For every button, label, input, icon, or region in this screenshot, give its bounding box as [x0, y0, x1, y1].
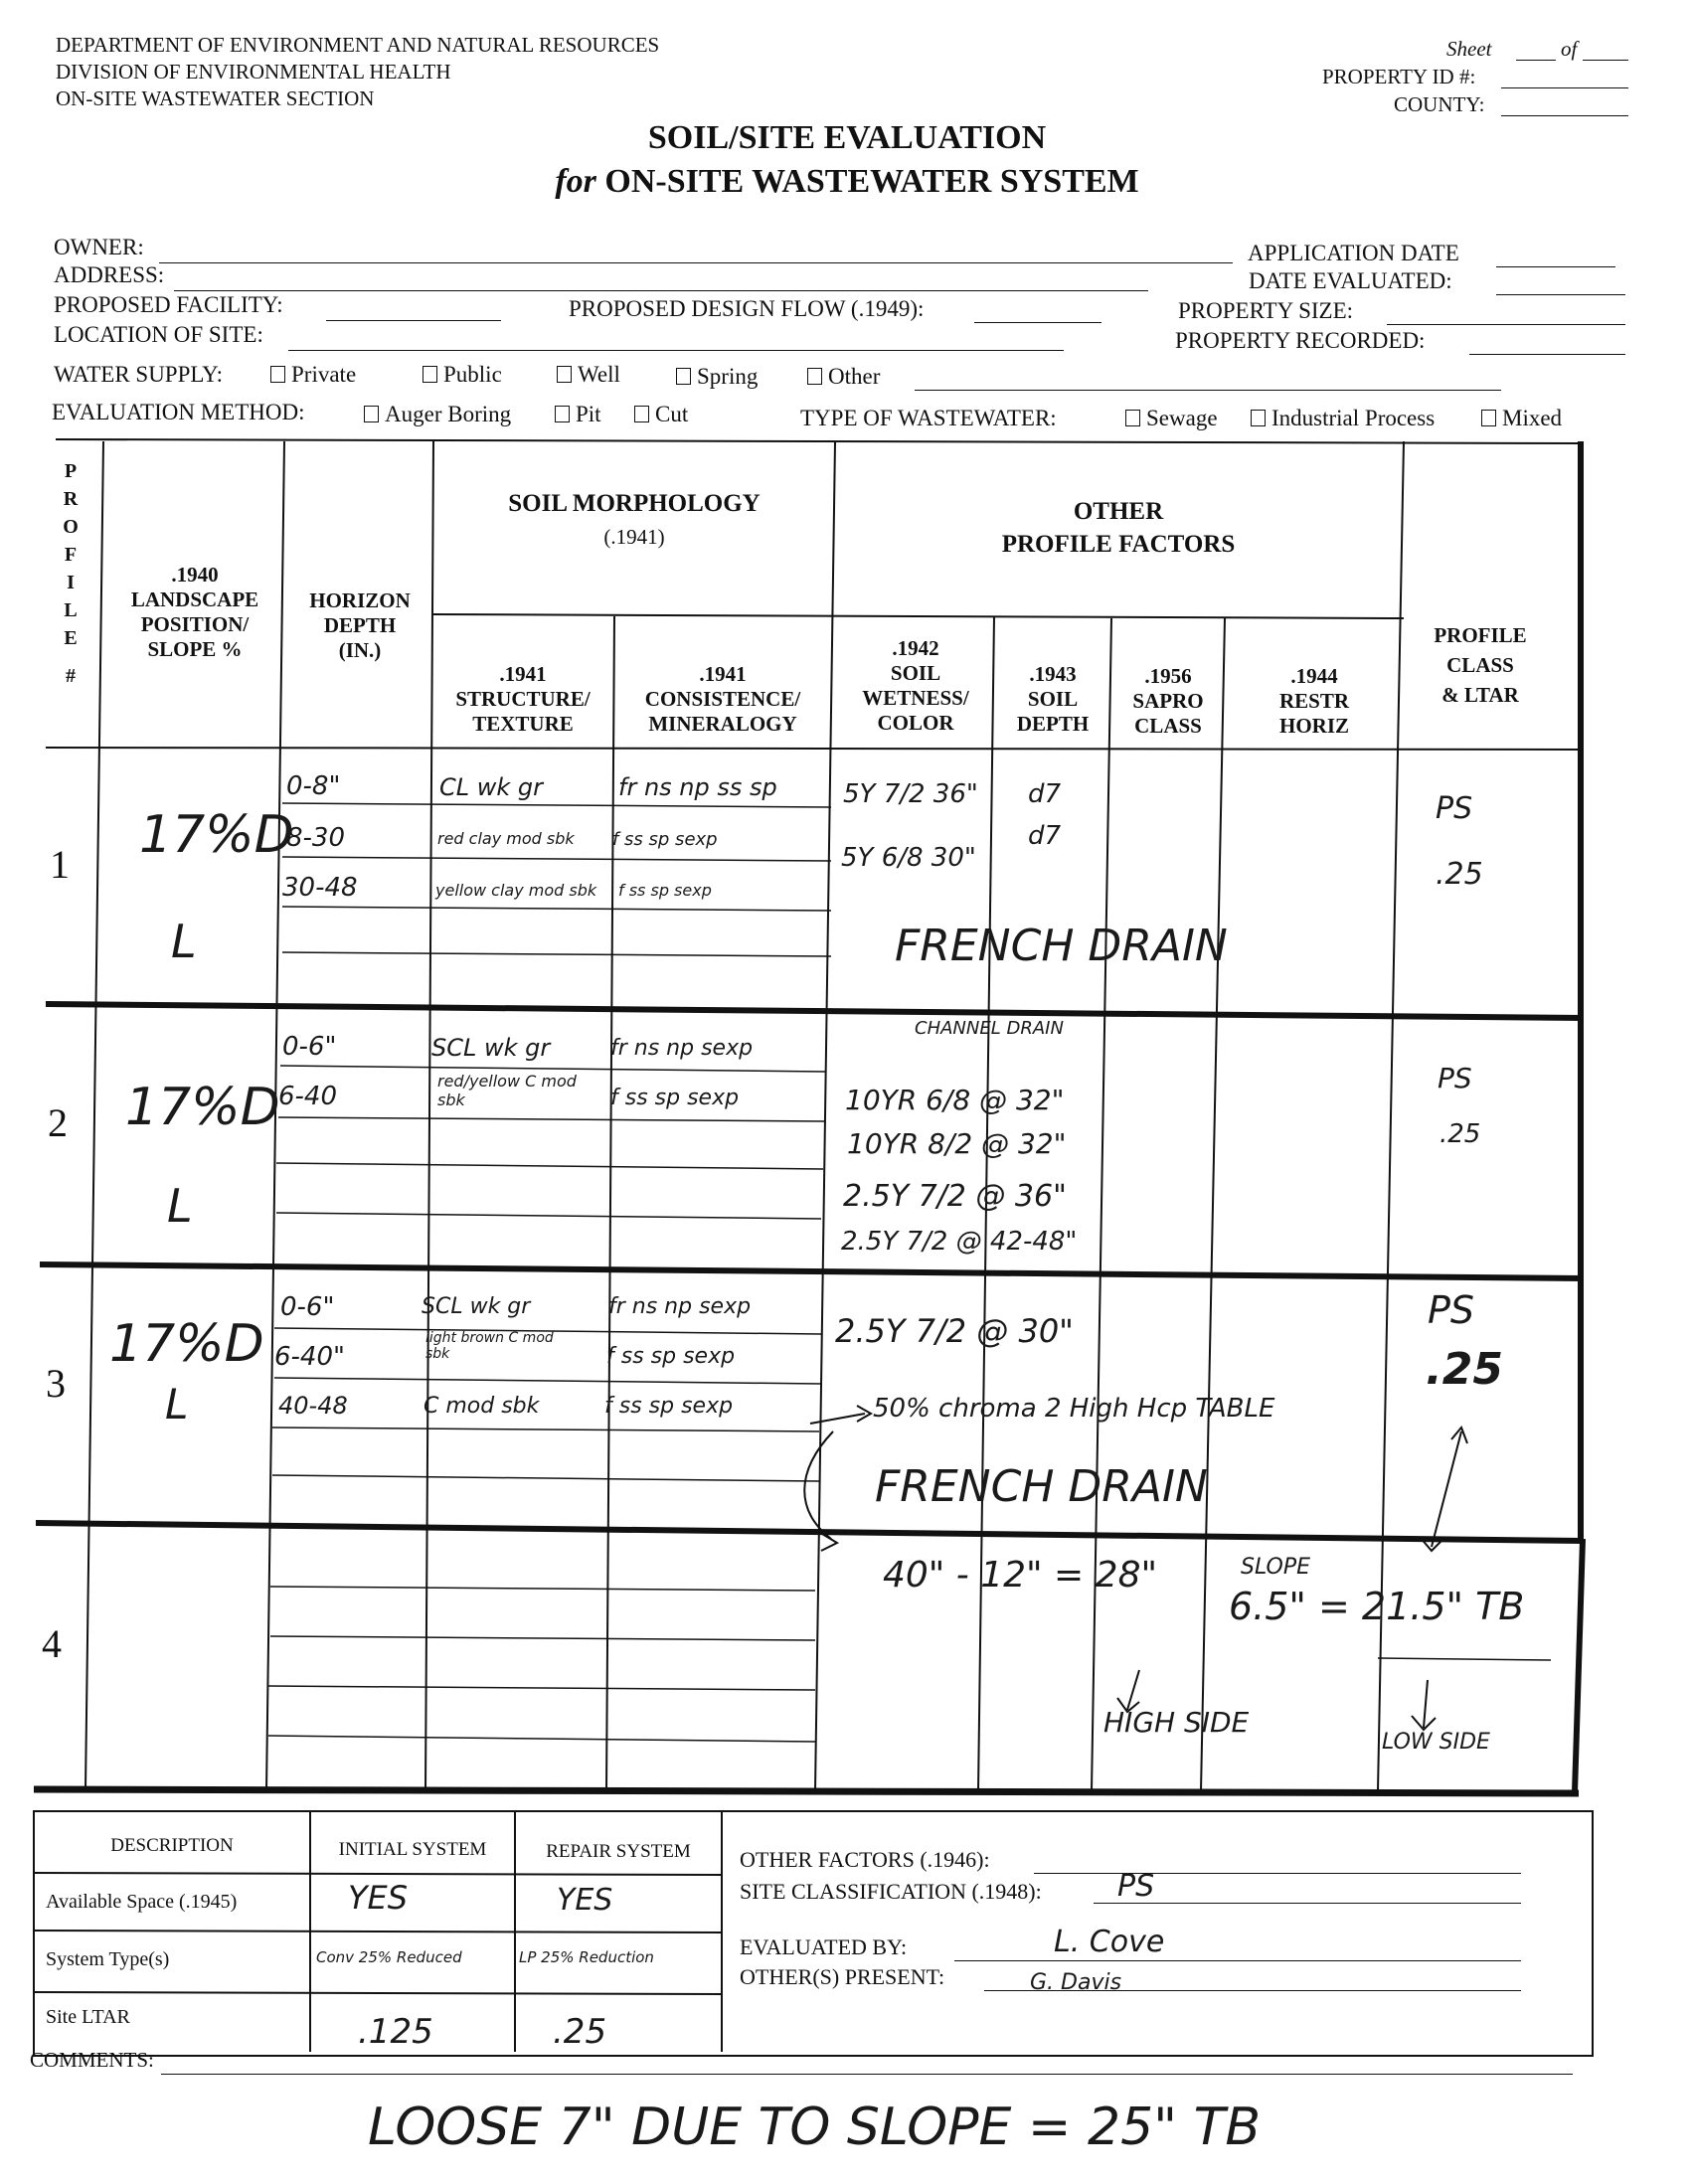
p3-consistence-2: f ss sp sexp: [606, 1344, 736, 1369]
owner-label: OWNER:: [54, 235, 144, 259]
property-recorded-label: PROPERTY RECORDED:: [1175, 328, 1426, 353]
others-present-label: OTHER(S) PRESENT:: [740, 1964, 945, 1989]
sapro-header: .1956 SAPRO CLASS: [1132, 664, 1204, 738]
p3-ltar: .25: [1426, 1344, 1503, 1395]
consistence-header: .1941 CONSISTENCE/ MINERALOGY: [644, 662, 801, 736]
p3-class: PS: [1428, 1288, 1475, 1332]
p4-slope-label: SLOPE: [1241, 1555, 1311, 1580]
p2-consistence-1: fr ns np sexp: [610, 1036, 754, 1061]
division-name: DIVISION OF ENVIRONMENTAL HEALTH: [56, 60, 451, 84]
p1-depth-2: 8-30: [286, 823, 346, 853]
section-name: ON-SITE WASTEWATER SECTION: [56, 86, 375, 110]
property-size-label: PROPERTY SIZE:: [1178, 298, 1354, 323]
p2-structure-2: red/yellow C mod sbk: [437, 1072, 577, 1109]
profile-class-header: PROFILE CLASS & LTAR: [1434, 623, 1527, 707]
comments-label: COMMENTS:: [30, 2048, 154, 2072]
p2-depth-1: 0-6": [282, 1032, 337, 1062]
p2-depth-2: 6-40: [278, 1082, 338, 1111]
p2-landscape: 17%D: [125, 1078, 280, 1137]
description-header: DESCRIPTION: [110, 1835, 234, 1856]
ws-other-checkbox[interactable]: Other: [807, 364, 880, 390]
p2-wetness-3: 2.5Y 7/2 @ 36": [843, 1179, 1067, 1214]
em-pit-checkbox[interactable]: Pit: [555, 402, 601, 427]
soil-morphology-code: (.1941): [603, 525, 665, 549]
property-id-label: PROPERTY ID #:: [1322, 65, 1476, 88]
form-subtitle: for ON-SITE WASTEWATER SYSTEM: [555, 163, 1139, 200]
system-type-initial: Conv 25% Reduced: [316, 1948, 462, 1966]
available-space-label: Available Space (.1945): [46, 1891, 238, 1913]
p3-note: 50% chroma 2 High Hcp TABLE: [873, 1394, 1275, 1424]
soil-depth-header: .1943 SOIL DEPTH: [1016, 662, 1090, 736]
p1-landscape-pos: L: [171, 915, 197, 968]
location-label: LOCATION OF SITE:: [54, 322, 263, 347]
site-ltar-label: Site LTAR: [46, 2006, 130, 2028]
p4-calc: 40" - 12" = 28": [883, 1555, 1158, 1596]
initial-system-header: INITIAL SYSTEM: [338, 1839, 487, 1860]
profile-3-number: 3: [46, 1361, 66, 1406]
p2-landscape-pos: L: [167, 1179, 193, 1233]
water-supply-label: WATER SUPPLY:: [54, 362, 224, 387]
address-label: ADDRESS:: [54, 262, 165, 287]
other-factors-field[interactable]: [1034, 1873, 1521, 1874]
p2-wetness-4: 2.5Y 7/2 @ 42-48": [841, 1227, 1078, 1257]
profile-2-number: 2: [48, 1100, 68, 1145]
p1-soil-depth-2: d7: [1028, 821, 1062, 851]
p3-landscape: 17%D: [109, 1314, 264, 1374]
site-ltar-repair: .25: [553, 2012, 607, 2052]
p1-wetness-1: 5Y 7/2 36": [843, 779, 978, 809]
p1-ltar: .25: [1436, 857, 1483, 892]
p4-slope-calc: 6.5" = 21.5" TB: [1229, 1585, 1525, 1628]
p1-wetness-2: 5Y 6/8 30": [841, 843, 976, 873]
site-classification-value: PS: [1117, 1869, 1155, 1904]
p4-high-side: HIGH SIDE: [1103, 1706, 1250, 1739]
evaluated-by-value: L. Cove: [1054, 1925, 1165, 1959]
others-present-value: G. Davis: [1030, 1970, 1122, 1995]
p3-structure-2: light brown C mod sbk: [425, 1330, 554, 1362]
p2-structure-1: SCL wk gr: [431, 1034, 551, 1062]
evaluated-by-field[interactable]: [954, 1960, 1521, 1961]
structure-header: .1941 STRUCTURE/ TEXTURE: [455, 662, 591, 736]
p3-structure-3: C mod sbk: [424, 1394, 540, 1419]
wetness-header: .1942 SOIL WETNESS/ COLOR: [862, 636, 969, 735]
p2-consistence-2: f ss sp sexp: [610, 1086, 740, 1110]
p1-structure-2: red clay mod sbk: [437, 829, 575, 848]
profile-number-header: P R O F I L E #: [63, 460, 79, 687]
p3-consistence-3: f ss sp sexp: [604, 1394, 734, 1419]
available-space-initial: YES: [348, 1879, 409, 1917]
evaluation-method-label: EVALUATION METHOD:: [52, 400, 305, 424]
p1-consistence-1: fr ns np ss sp: [618, 773, 777, 801]
design-flow-label: PROPOSED DESIGN FLOW (.1949):: [569, 296, 925, 321]
p1-landscape: 17%D: [139, 805, 294, 865]
p1-note: FRENCH DRAIN: [895, 921, 1228, 971]
p1-depth-3: 30-48: [282, 873, 358, 903]
repair-system-header: REPAIR SYSTEM: [546, 1841, 691, 1862]
profile-4-number: 4: [42, 1621, 62, 1666]
other-factors-label: OTHER FACTORS (.1946):: [740, 1847, 990, 1872]
sheet-label: Sheet: [1446, 37, 1492, 61]
wt-mixed-checkbox[interactable]: Mixed: [1481, 406, 1562, 431]
comment-text: LOOSE 7" DUE TO SLOPE = 25" TB: [368, 2098, 1262, 2157]
ws-public-checkbox[interactable]: Public: [423, 362, 502, 388]
application-date-label: APPLICATION DATE: [1248, 241, 1459, 265]
dept-name: DEPARTMENT OF ENVIRONMENT AND NATURAL RESOURCES: [56, 33, 660, 57]
p1-structure-3: yellow clay mod sbk: [435, 881, 597, 900]
p1-structure-1: CL wk gr: [439, 773, 544, 801]
proposed-facility-label: PROPOSED FACILITY:: [54, 292, 283, 317]
p1-depth-1: 0-8": [286, 771, 341, 801]
soil-morphology-header: SOIL MORPHOLOGY: [508, 490, 761, 517]
p2-wetness-2: 10YR 8/2 @ 32": [847, 1127, 1067, 1160]
p1-class: PS: [1436, 791, 1473, 826]
wastewater-type-label: TYPE OF WASTEWATER:: [800, 406, 1057, 430]
horizon-depth-header: HORIZON DEPTH (IN.): [309, 588, 411, 662]
em-cut-checkbox[interactable]: Cut: [634, 402, 688, 427]
system-type-repair: LP 25% Reduction: [519, 1948, 654, 1966]
p3-note-2: FRENCH DRAIN: [875, 1461, 1208, 1512]
p1-consistence-2: f ss sp sexp: [612, 829, 718, 850]
p3-consistence-1: fr ns np sexp: [608, 1294, 752, 1319]
landscape-header: .1940 LANDSCAPE POSITION/ SLOPE %: [130, 563, 259, 661]
p4-low-side: LOW SIDE: [1382, 1730, 1490, 1755]
comments-field[interactable]: [161, 2074, 1573, 2075]
site-classification-label: SITE CLASSIFICATION (.1948):: [740, 1879, 1042, 1904]
p2-note-top: CHANNEL DRAIN: [915, 1018, 1064, 1039]
ws-well-checkbox[interactable]: Well: [557, 362, 620, 388]
p3-depth-2: 6-40": [274, 1342, 345, 1372]
profile-1-number: 1: [50, 842, 70, 887]
form-title: SOIL/SITE EVALUATION: [647, 119, 1047, 156]
wt-industrial-checkbox[interactable]: Industrial Process: [1251, 406, 1435, 431]
other-factors-header: OTHER PROFILE FACTORS: [1001, 498, 1236, 558]
p2-wetness-1: 10YR 6/8 @ 32": [845, 1084, 1065, 1116]
p3-depth-3: 40-48: [278, 1392, 348, 1420]
sheet-of: of: [1561, 37, 1578, 61]
system-types-label: System Type(s): [46, 1948, 170, 1970]
p1-consistence-3: f ss sp sexp: [618, 881, 712, 900]
wt-sewage-checkbox[interactable]: Sewage: [1125, 406, 1218, 431]
ws-spring-checkbox[interactable]: Spring: [676, 364, 758, 390]
evaluated-by-label: EVALUATED BY:: [740, 1934, 908, 1959]
p2-class: PS: [1438, 1062, 1472, 1094]
em-auger-checkbox[interactable]: Auger Boring: [364, 402, 511, 427]
p2-ltar: .25: [1440, 1119, 1481, 1149]
restr-header: .1944 RESTR HORIZ: [1278, 664, 1350, 738]
p3-depth-1: 0-6": [280, 1292, 335, 1322]
p3-structure-1: SCL wk gr: [422, 1294, 531, 1319]
site-ltar-initial: .125: [358, 2012, 433, 2052]
site-classification-field[interactable]: [1094, 1903, 1521, 1904]
county-label: COUNTY:: [1394, 92, 1485, 116]
p1-soil-depth-1: d7: [1028, 779, 1062, 809]
p3-wetness-1: 2.5Y 7/2 @ 30": [835, 1312, 1074, 1350]
date-evaluated-label: DATE EVALUATED:: [1249, 268, 1452, 293]
ws-private-checkbox[interactable]: Private: [270, 362, 356, 388]
available-space-repair: YES: [557, 1883, 613, 1918]
p3-landscape-pos: L: [165, 1380, 189, 1428]
